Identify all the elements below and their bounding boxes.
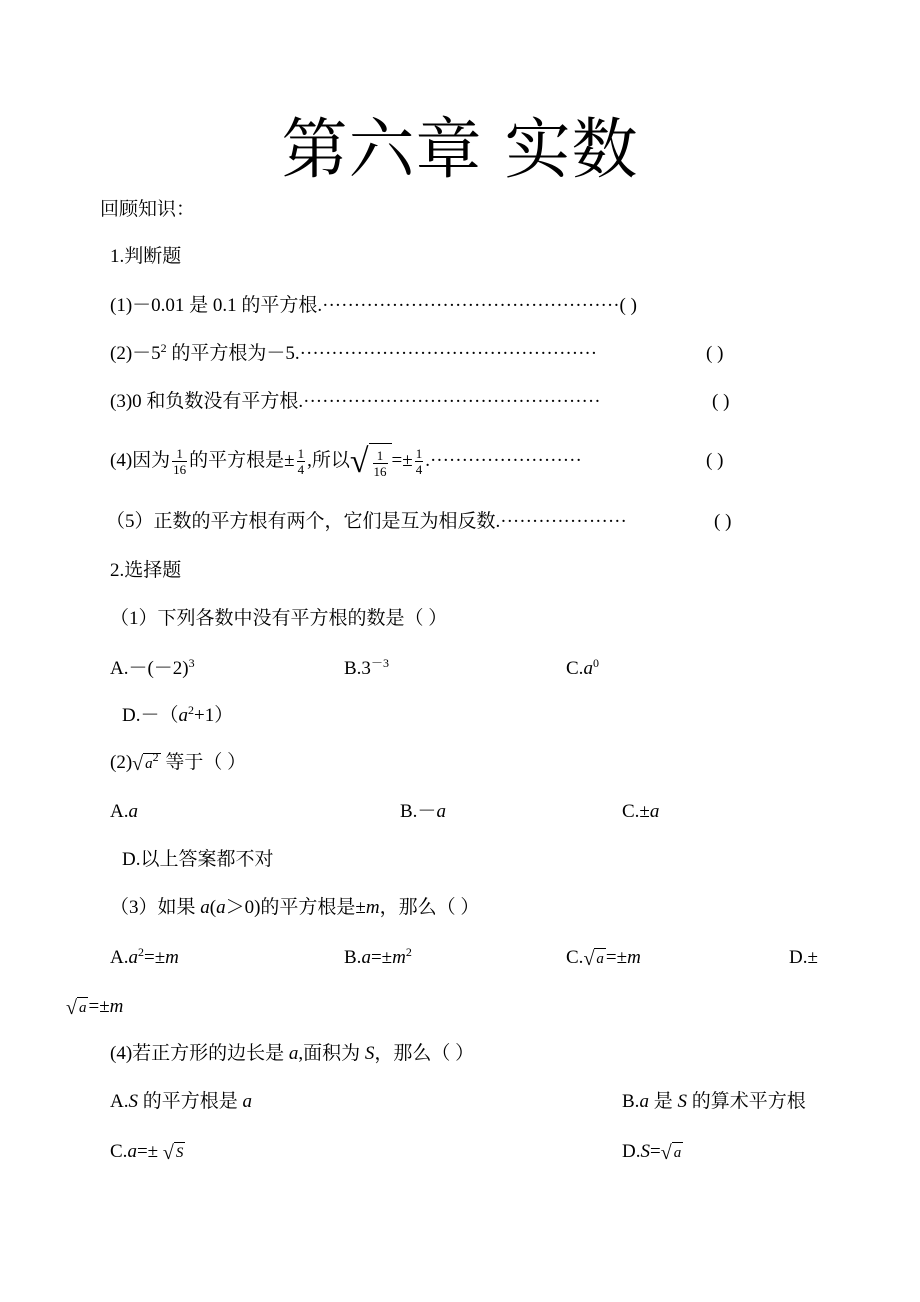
choice-q4-option-b: B.a 是 S 的算术平方根	[622, 1091, 806, 1112]
judge-q4-dots: .························	[425, 450, 582, 471]
sqrt-fraction: √ $\frac{1}{16}$	[350, 443, 392, 481]
choice-q3-option-d: D.±	[789, 947, 818, 968]
fraction-1-4: $\frac{1}{4}$	[297, 446, 305, 478]
judge-q2-paren: ( )	[706, 343, 724, 364]
choice-q1-option-b: $B.3^{-3}$	[344, 656, 389, 679]
judge-q2-sup: 2	[160, 341, 167, 355]
judge-q2-post: 的平方根为－5.	[166, 343, 300, 364]
judge-q1-dots: ···············································	[322, 295, 620, 316]
section1-heading: 1.判断题	[110, 246, 182, 267]
section2-heading: 2.选择题	[110, 560, 182, 581]
choice-q1-option-c: $C.a^0$	[566, 656, 599, 679]
judge-q4-paren: ( )	[706, 450, 724, 471]
sqrt-a-squared: √ $a^2$	[132, 749, 159, 775]
judge-q4-pre: (4)因为	[110, 450, 171, 471]
judge-q5-dots: ····················	[500, 511, 627, 532]
choice-q3-option-c: C. √ a =±m	[566, 947, 641, 970]
choice-q2-option-d: D.以上答案都不对	[122, 849, 274, 870]
choice-q2-stem: (2) √ $a^2$ 等于（ ）	[110, 749, 247, 775]
judge-q4-mid3: =±	[391, 450, 413, 471]
choice-q3-stem: （3）如果 a(a＞0)的平方根是±m，那么（ ）	[110, 897, 480, 918]
fraction-1-16: $\frac{1}{16}$	[173, 446, 187, 478]
choice-q4-option-c: C.a=± √ S	[110, 1141, 184, 1164]
choice-q3-option-b: $B.a=\pm m^2$	[344, 945, 412, 968]
judge-q4-mid2: ,所以	[307, 450, 350, 471]
judge-q1	[110, 293, 637, 319]
choice-q4-option-a: A.S 的平方根是 a	[110, 1091, 252, 1112]
judge-q5-paren: ( )	[714, 511, 732, 532]
choice-q2-option-c: C.±a	[622, 801, 660, 822]
judge-q3-dots: ···············································	[303, 391, 601, 412]
judge-q4	[110, 439, 582, 483]
judge-q2	[110, 341, 597, 367]
judge-q2-dots: ···············································	[299, 343, 598, 364]
judge-q3-paren: ( )	[712, 391, 730, 412]
choice-q4-option-d: D.S= √ a	[622, 1141, 682, 1164]
sqrt-a: √ a	[583, 947, 604, 970]
choice-q3-option-a: $A.a^2=\pm m$	[110, 945, 179, 968]
judge-q1-paren: ( )	[619, 295, 637, 316]
choice-q1-stem: （1）下列各数中没有平方根的数是（ ）	[110, 608, 448, 629]
choice-q1-option-a: $A.-(-2)^3$	[110, 656, 195, 679]
judge-q3	[110, 389, 601, 415]
choice-q1-option-d: $D.-(a^2+1)$	[122, 703, 234, 726]
sqrt-s: √ S	[162, 1141, 184, 1164]
judge-q5	[106, 509, 627, 535]
choice-q2-option-b: B.－a	[400, 801, 446, 822]
fraction-1-4-result: $\frac{1}{4}$	[415, 446, 423, 478]
review-label: 回顾知识：	[100, 199, 196, 220]
choice-q2-option-a: A.a	[110, 801, 138, 822]
page-title: 第六章 实数	[281, 111, 639, 188]
judge-q5-text: （5）正数的平方根有两个，它们是互为相反数.	[106, 511, 501, 532]
fraction-1-16-radicand: $\frac{1}{16}$	[373, 447, 387, 479]
choice-q3-option-d-continued: √ a =±m	[66, 996, 124, 1019]
judge-q4-mid: 的平方根是±	[189, 450, 295, 471]
sqrt-a: √ a	[66, 996, 87, 1019]
sqrt-a: √ a	[660, 1141, 682, 1164]
choice-q4-stem: (4)若正方形的边长是 a,面积为 S，那么（ ）	[110, 1043, 475, 1064]
judge-q3-text: (3)0 和负数没有平方根.	[110, 391, 304, 412]
judge-q1-text: (1)－0.01 是 0.1 的平方根.	[110, 295, 323, 316]
judge-q2-pre: (2)－5	[110, 343, 161, 364]
